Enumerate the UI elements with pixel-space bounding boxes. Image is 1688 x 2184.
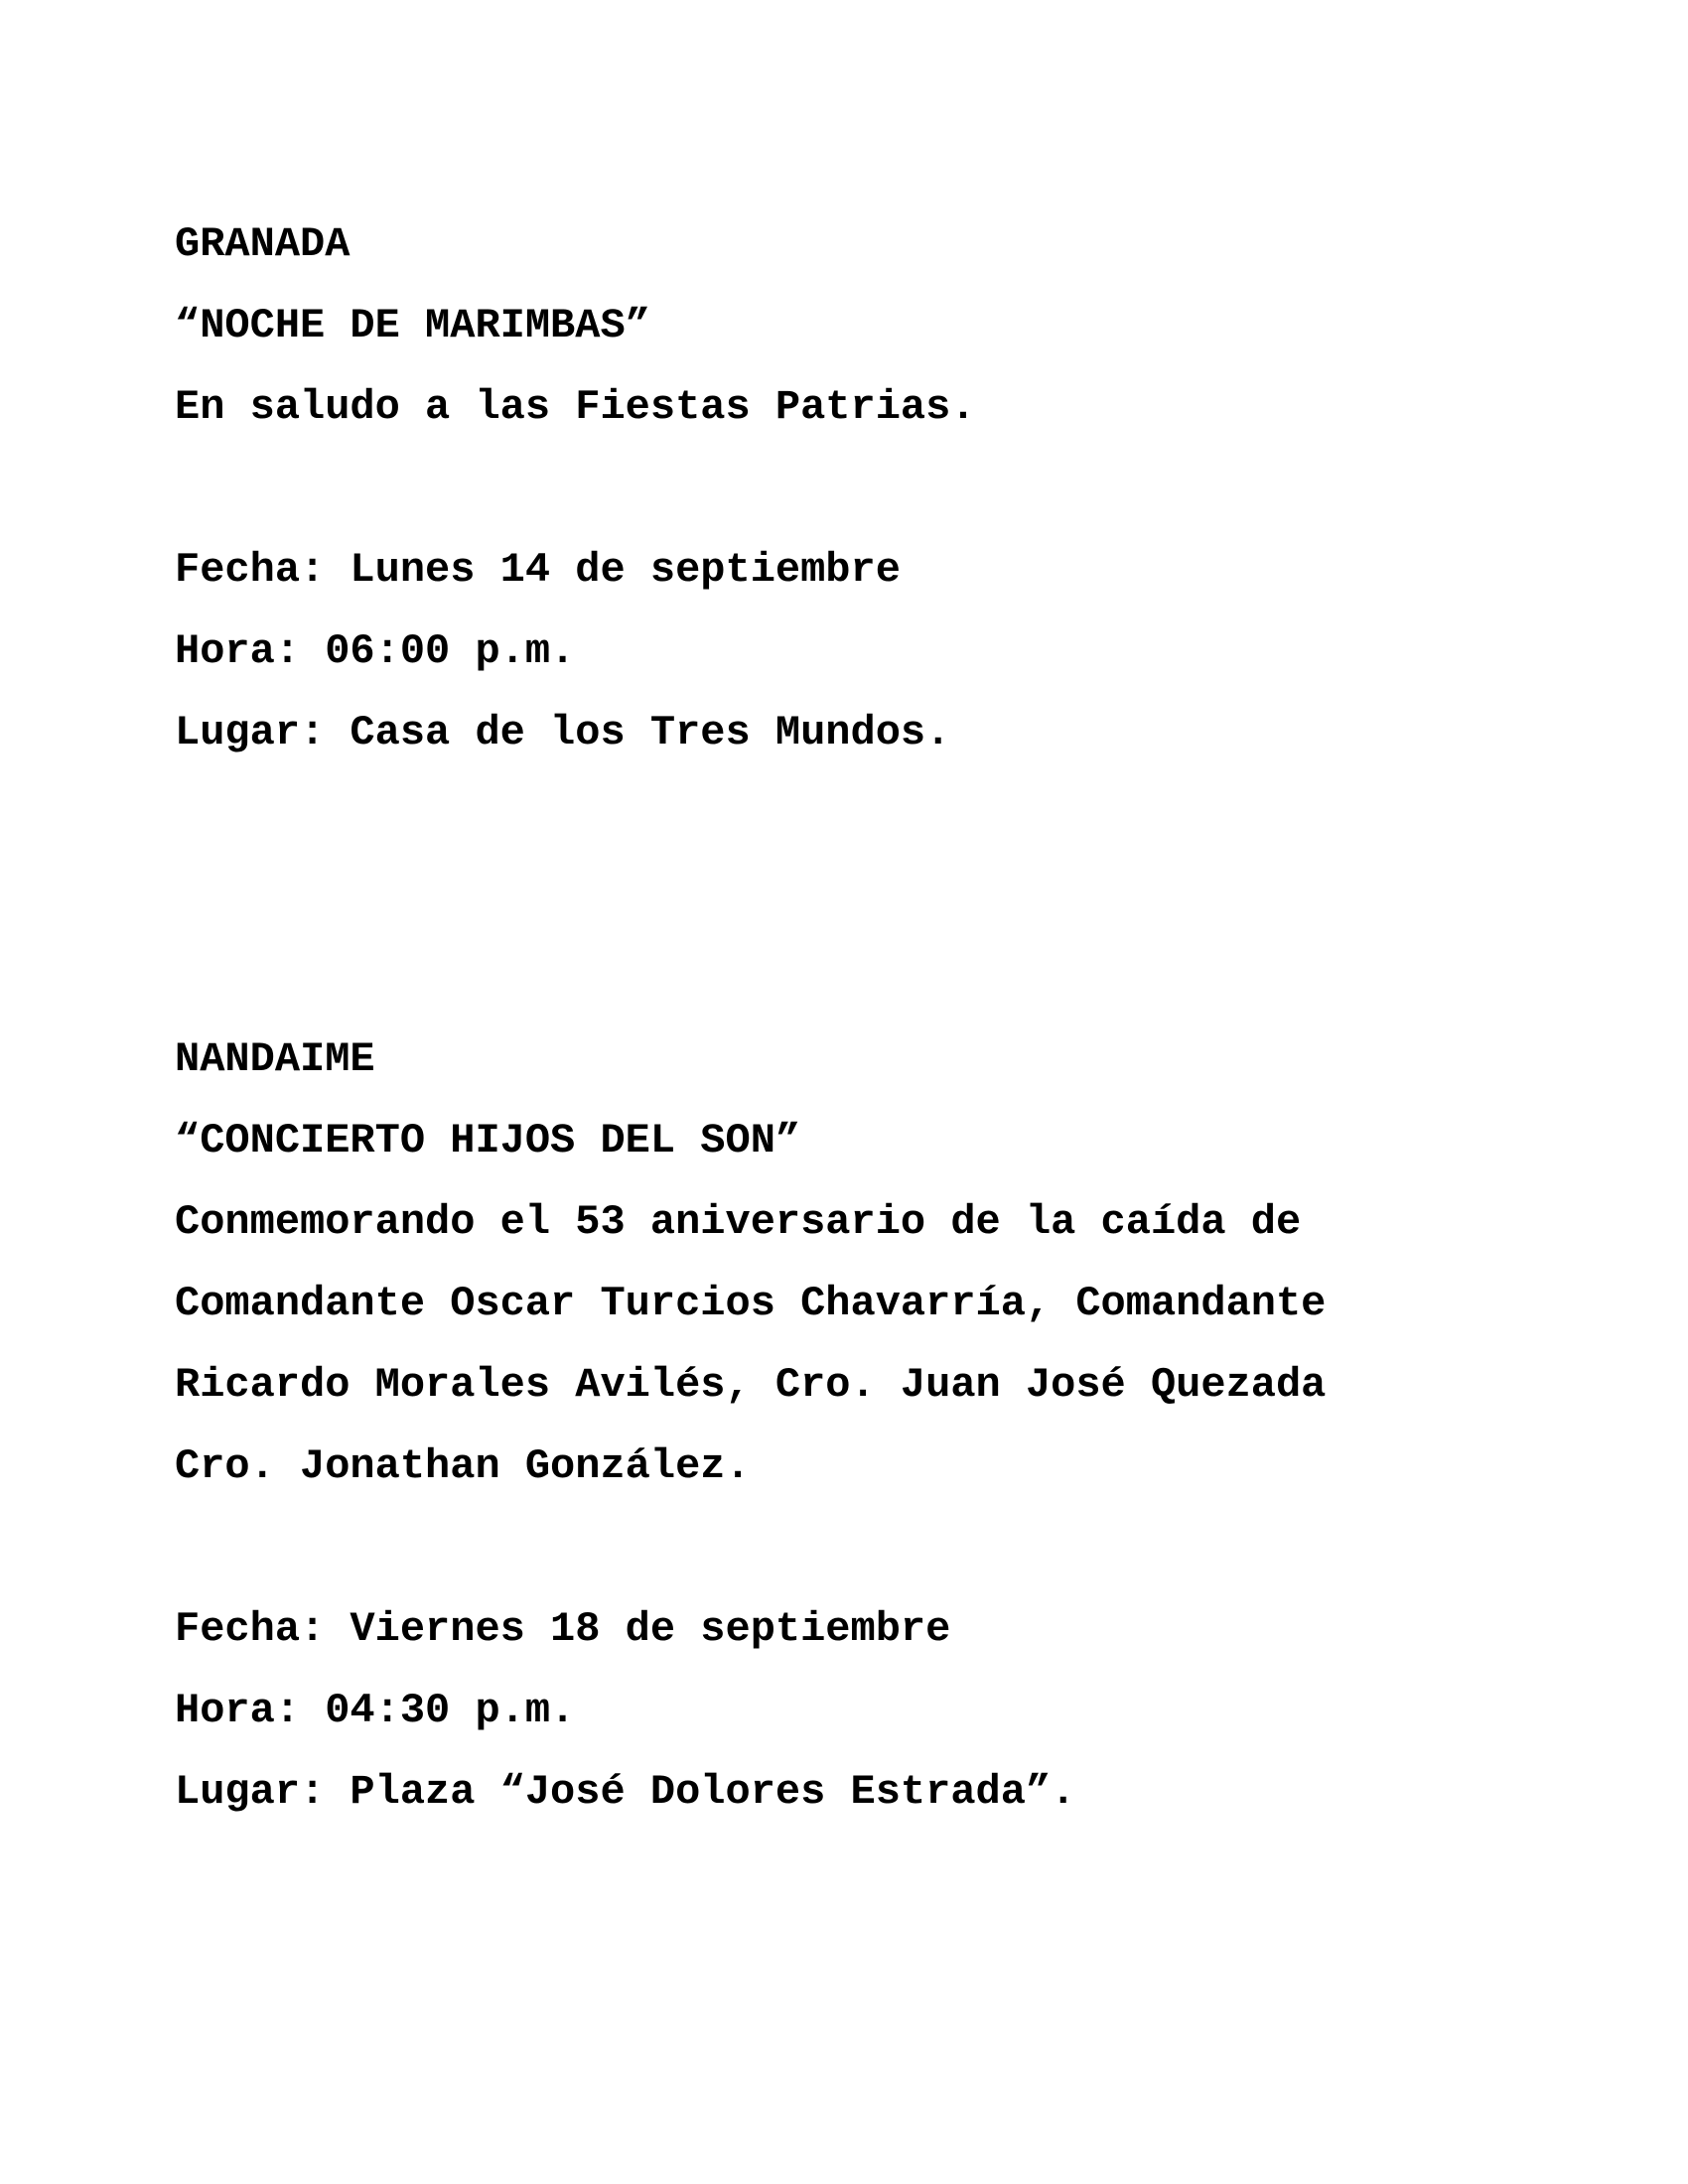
event-place: Lugar: Casa de los Tres Mundos. bbox=[175, 709, 951, 756]
event-date: Fecha: Lunes 14 de septiembre bbox=[175, 546, 901, 594]
event-description-line: Ricardo Morales Avilés, Cro. Juan José Quezada bbox=[175, 1361, 1327, 1409]
event-place: Lugar: Plaza “José Dolores Estrada”. bbox=[175, 1768, 1076, 1816]
event-city: GRANADA bbox=[175, 220, 351, 268]
event-time: Hora: 04:30 p.m. bbox=[175, 1687, 576, 1734]
event-time: Hora: 06:00 p.m. bbox=[175, 627, 576, 675]
event-city: NANDAIME bbox=[175, 1035, 375, 1083]
event-description-line: Cro. Jonathan González. bbox=[175, 1442, 751, 1490]
event-title: “NOCHE DE MARIMBAS” bbox=[175, 302, 650, 349]
event-title: “CONCIERTO HIJOS DEL SON” bbox=[175, 1117, 801, 1164]
event-description-line: Conmemorando el 53 aniversario de la caída de bbox=[175, 1198, 1302, 1246]
event-date: Fecha: Viernes 18 de septiembre bbox=[175, 1605, 951, 1653]
event-description-line: En saludo a las Fiestas Patrias. bbox=[175, 383, 976, 431]
event-description-line: Comandante Oscar Turcios Chavarría, Comandante bbox=[175, 1280, 1327, 1327]
